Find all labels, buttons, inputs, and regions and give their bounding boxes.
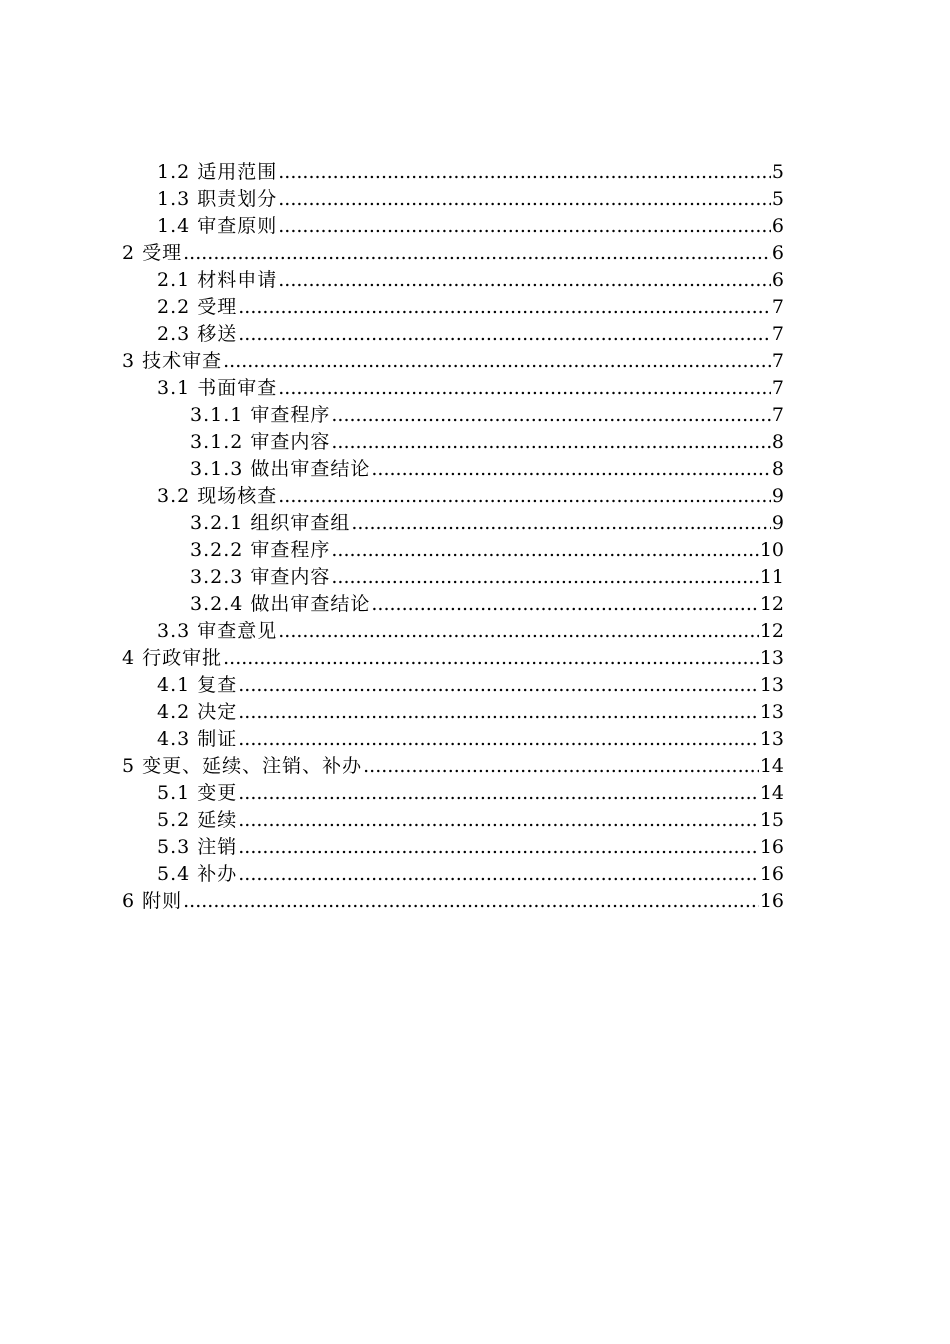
toc-entry[interactable] xyxy=(122,240,784,267)
toc-page-number: 16 xyxy=(759,863,784,885)
toc-entry-title: 3.2.1 组织审查组 xyxy=(190,512,351,534)
toc-dot-leader xyxy=(238,861,759,888)
toc-dot-leader xyxy=(238,834,759,861)
toc-page-number: 16 xyxy=(759,890,784,912)
toc-page-number: 13 xyxy=(759,647,784,669)
toc-page-number: 7 xyxy=(771,350,784,372)
toc-entry-title: 6 附则 xyxy=(122,890,183,912)
toc-dot-leader xyxy=(183,240,771,267)
toc-dot-leader xyxy=(331,429,771,456)
toc-dot-leader xyxy=(278,186,771,213)
toc-entry[interactable] xyxy=(157,861,784,888)
toc-page-number: 5 xyxy=(771,188,784,210)
toc-page-number: 6 xyxy=(771,269,784,291)
toc-entry[interactable] xyxy=(190,456,784,483)
toc-page-number: 11 xyxy=(759,566,784,588)
toc-page-number: 7 xyxy=(771,323,784,345)
toc-dot-leader xyxy=(331,564,758,591)
toc-page-number: 7 xyxy=(771,377,784,399)
toc-dot-leader xyxy=(238,807,759,834)
toc-entry-title: 3.2 现场核查 xyxy=(157,485,278,507)
toc-entry-title: 4.3 制证 xyxy=(157,728,238,750)
toc-entry[interactable] xyxy=(157,159,784,186)
toc-page-number: 6 xyxy=(771,242,784,264)
toc-entry-title: 1.3 职责划分 xyxy=(157,188,278,210)
toc-entry-title: 3.2.2 审查程序 xyxy=(190,539,331,561)
toc-dot-leader xyxy=(331,402,771,429)
toc-page-number: 9 xyxy=(771,512,784,534)
toc-entry-title: 5.2 延续 xyxy=(157,809,238,831)
toc-entry[interactable] xyxy=(157,780,784,807)
toc-entry-title: 2 受理 xyxy=(122,242,183,264)
toc-entry-title: 5.1 变更 xyxy=(157,782,238,804)
toc-entry[interactable] xyxy=(122,753,784,780)
toc-dot-leader xyxy=(238,726,759,753)
toc-page-number: 13 xyxy=(759,701,784,723)
toc-entry-title: 5 变更、延续、注销、补办 xyxy=(122,755,363,777)
toc-page-number: 9 xyxy=(771,485,784,507)
toc-dot-leader xyxy=(223,348,771,375)
toc-dot-leader xyxy=(223,645,759,672)
toc-dot-leader xyxy=(278,159,771,186)
toc-entry[interactable] xyxy=(157,726,784,753)
toc-entry[interactable] xyxy=(157,834,784,861)
toc-entry-title: 4 行政审批 xyxy=(122,647,223,669)
toc-page-number: 12 xyxy=(759,593,784,615)
toc-dot-leader xyxy=(238,294,771,321)
toc-dot-leader xyxy=(363,753,759,780)
toc-entry-title: 5.4 补办 xyxy=(157,863,238,885)
toc-entry[interactable] xyxy=(190,591,784,618)
toc-page-number: 13 xyxy=(759,674,784,696)
toc-dot-leader xyxy=(278,213,771,240)
toc-page-number: 6 xyxy=(771,215,784,237)
toc-entry[interactable] xyxy=(190,537,784,564)
toc-entry[interactable] xyxy=(157,321,784,348)
toc-entry[interactable] xyxy=(157,699,784,726)
toc-page-number: 15 xyxy=(759,809,784,831)
toc-entry-title: 2.1 材料申请 xyxy=(157,269,278,291)
toc-dot-leader xyxy=(371,591,758,618)
toc-entry[interactable] xyxy=(157,618,784,645)
toc-entry[interactable] xyxy=(190,510,784,537)
toc-page-number: 8 xyxy=(771,458,784,480)
toc-page-number: 5 xyxy=(771,161,784,183)
toc-entry[interactable] xyxy=(122,348,784,375)
toc-page-number: 13 xyxy=(759,728,784,750)
toc-entry-title: 3.2.3 审查内容 xyxy=(190,566,331,588)
toc-entry[interactable] xyxy=(122,645,784,672)
toc-dot-leader xyxy=(278,483,771,510)
toc-entry-title: 3.1 书面审查 xyxy=(157,377,278,399)
toc-page-number: 10 xyxy=(759,539,784,561)
toc-dot-leader xyxy=(238,780,759,807)
toc-entry-title: 4.2 决定 xyxy=(157,701,238,723)
toc-page-number: 16 xyxy=(759,836,784,858)
toc-dot-leader xyxy=(238,672,759,699)
toc-page-number: 12 xyxy=(759,620,784,642)
toc-entry-title: 3.1.3 做出审查结论 xyxy=(190,458,371,480)
toc-entry-title: 1.4 审查原则 xyxy=(157,215,278,237)
toc-page-number: 7 xyxy=(771,296,784,318)
toc-page-number: 8 xyxy=(771,431,784,453)
toc-dot-leader xyxy=(238,699,759,726)
toc-page-number: 14 xyxy=(759,755,784,777)
toc-entry[interactable] xyxy=(157,483,784,510)
toc-entry[interactable] xyxy=(190,429,784,456)
toc-entry-title: 3.1.1 审查程序 xyxy=(190,404,331,426)
toc-entry[interactable] xyxy=(157,213,784,240)
toc-entry-title: 2.3 移送 xyxy=(157,323,238,345)
toc-entry-title: 1.2 适用范围 xyxy=(157,161,278,183)
toc-dot-leader xyxy=(371,456,771,483)
toc-entry[interactable] xyxy=(190,402,784,429)
toc-entry[interactable] xyxy=(157,375,784,402)
toc-page-number: 14 xyxy=(759,782,784,804)
toc-entry-title: 3.3 审查意见 xyxy=(157,620,278,642)
toc-dot-leader xyxy=(238,321,771,348)
toc-dot-leader xyxy=(183,888,759,915)
toc-entry[interactable] xyxy=(157,267,784,294)
toc-entry[interactable] xyxy=(122,888,784,915)
toc-entry-title: 5.3 注销 xyxy=(157,836,238,858)
toc-entry-title: 3.2.4 做出审查结论 xyxy=(190,593,371,615)
toc-dot-leader xyxy=(278,375,771,402)
toc-dot-leader xyxy=(331,537,758,564)
toc-entry[interactable] xyxy=(157,672,784,699)
toc-dot-leader xyxy=(351,510,771,537)
toc-page-number: 7 xyxy=(771,404,784,426)
toc-entry[interactable] xyxy=(190,564,784,591)
toc-entry-title: 3 技术审查 xyxy=(122,350,223,372)
toc-entry[interactable] xyxy=(157,294,784,321)
toc-entry-title: 3.1.2 审查内容 xyxy=(190,431,331,453)
toc-dot-leader xyxy=(278,267,771,294)
toc-entry-title: 4.1 复查 xyxy=(157,674,238,696)
toc-entry[interactable] xyxy=(157,807,784,834)
toc-dot-leader xyxy=(278,618,759,645)
toc-entry[interactable] xyxy=(157,186,784,213)
toc-entry-title: 2.2 受理 xyxy=(157,296,238,318)
